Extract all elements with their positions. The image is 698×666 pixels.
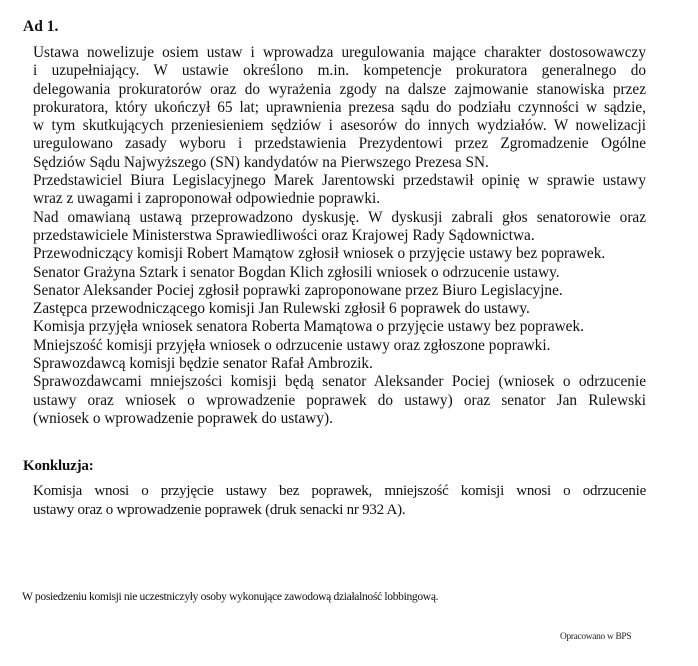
body-line: Przedstawiciel Biura Legislacyjnego Marek Jarentowski przedstawił opinię w sprawie ustawy — [33, 172, 646, 190]
section-body-conclusion — [33, 482, 646, 520]
section-heading-conclusion: Konkluzja: — [23, 458, 94, 474]
body-line: Sprawozdawcami mniejszości komisji będą senator Aleksander Pociej (wniosek o odrzucenie — [33, 373, 646, 391]
body-line: Zastępca przewodniczącego komisji Jan Rulewski zgłosił 6 poprawek do ustawy. — [33, 300, 530, 318]
body-line: Senator Grażyna Sztark i senator Bogdan Klich zgłosili wniosek o odrzucenie ustawy. — [33, 263, 560, 281]
section-heading-ad1: Ad 1. — [23, 18, 59, 35]
body-line: Komisja przyjęła wniosek senatora Roberta Mamątowa o przyjęcie ustawy bez poprawek. — [33, 318, 584, 336]
body-line: przedstawiciele Ministerstwa Sprawiedliwości oraz Krajowej Rady Sądownictwa. — [33, 226, 535, 244]
section-body-ad1 — [33, 44, 646, 428]
body-line: Nad omawianą ustawą przeprowadzono dyskusję. W dyskusji zabrali głos senatorowie oraz — [33, 208, 646, 226]
body-line: Mniejszość komisji przyjęła wniosek o odrzucenie ustawy oraz zgłoszone poprawki. — [33, 336, 551, 354]
body-line: wraz z uwagami i zaproponował odpowiednie poprawki. — [33, 190, 381, 208]
body-line: Ustawa nowelizuje osiem ustaw i wprowadza uregulowania mające charakter dostosowawczy — [33, 44, 646, 61]
body-line: ustawy oraz wniosek o wprowadzenie poprawek do ustawy) oraz senator Jan Rulewski — [33, 391, 646, 409]
body-line: prokuratora, który ukończył 65 lat; uprawnienia prezesa sądu do podziału czynności w sądzie, — [33, 98, 646, 116]
body-line: Sędziów Sądu Najwyższego (SN) kandydatów na Pierwszego Prezesa SN. — [33, 153, 489, 171]
conclusion-line: ustawy oraz o wprowadzenie poprawek (druk senacki nr 932 A). — [33, 502, 406, 518]
lobbying-note: W posiedzeniu komisji nie uczestniczyły osoby wykonujące zawodową działalność lobbingową. — [22, 590, 439, 603]
body-line: Senator Aleksander Pociej zgłosił poprawki zaproponowane przez Biuro Legislacyjne. — [33, 281, 563, 299]
body-line: uregulowano zasady wyboru i przedstawienia Prezydentowi przez Zgromadzenie Ogólne — [33, 135, 646, 153]
prepared-by-note: Opracowano w BPS — [560, 632, 632, 642]
body-line: (wniosek o wprowadzenie poprawek do ustawy). — [33, 409, 333, 427]
body-line: delegowania prokuratorów oraz do wyrażenia zgody na dalsze zajmowanie stanowiska przez — [33, 80, 646, 98]
conclusion-line: Komisja wnosi o przyjęcie ustawy bez poprawek, mniejszość komisji wnosi o odrzucenie — [33, 483, 646, 499]
body-line: w tym skutkujących przeniesieniem sędziów i asesorów do innych wydziałów. W nowelizacji — [33, 117, 646, 135]
body-line: i uzupełniający. W ustawie określono m.in. kompetencje prokuratora generalnego do — [33, 62, 646, 80]
body-line: Sprawozdawcą komisji będzie senator Rafał Ambrozik. — [33, 355, 373, 373]
body-line: Przewodniczący komisji Robert Mamątow zgłosił wniosek o przyjęcie ustawy bez poprawek. — [33, 245, 606, 263]
